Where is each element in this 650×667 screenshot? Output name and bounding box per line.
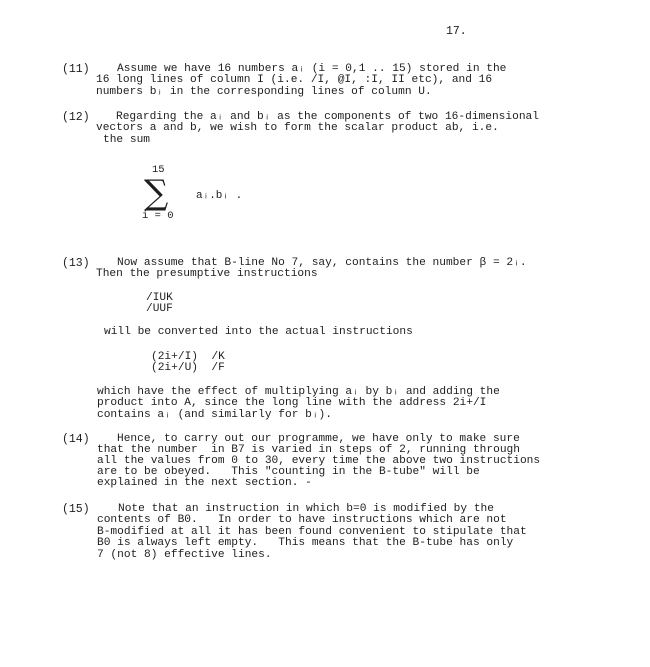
paragraph-12-line-2: vectors a and b, we wish to form the scalar product ab, i.e. <box>96 122 499 134</box>
actual-instruction-2: (2i+/U) /F <box>151 362 225 374</box>
paragraph-15-line-2: contents of B0. In order to have instructions which are not <box>97 514 507 526</box>
paragraph-15-line-4: B0 is always left empty. This means that the B-tube has only <box>97 537 514 549</box>
paragraph-number-15: (15) <box>62 503 90 516</box>
paragraph-number-14: (14) <box>62 433 90 446</box>
paragraph-11-line-1: Assume we have 16 numbers aᵢ (i = 0,1 .. 15) stored in the <box>117 63 507 75</box>
paragraph-number-11: (11) <box>62 63 90 76</box>
paragraph-15-line-3: B-modified at all it has been found convenient to stipulate that <box>97 526 527 538</box>
paragraph-14-line-1: Hence, to carry out our programme, we have only to make sure <box>117 433 520 445</box>
sigma-symbol: ∑ <box>144 173 169 213</box>
paragraph-13-closing-line-2: product into A, since the long line with the address 2i+/I <box>97 397 487 409</box>
paragraph-12-line-3: the sum <box>103 134 150 146</box>
paragraph-14-line-5: explained in the next section. - <box>97 477 312 489</box>
paragraph-15-line-1: Note that an instruction in which b=0 is modified by the <box>118 503 494 515</box>
paragraph-11-line-3: numbers bᵢ in the corresponding lines of column U. <box>96 86 432 98</box>
paragraph-13-closing-line-1: which have the effect of multiplying aᵢ by bᵢ and adding the <box>97 386 500 398</box>
summation-formula <box>140 165 260 230</box>
paragraph-14-line-3: all the values from 0 to 30, every time the above two instructions <box>97 455 541 467</box>
paragraph-11-line-2: 16 long lines of column I (i.e. /I, @I, :I, II etc), and 16 <box>96 74 493 86</box>
paragraph-13-line-2: Then the presumptive instructions <box>96 268 318 280</box>
actual-instruction-1: (2i+/I) /K <box>151 351 225 363</box>
paragraph-number-12: (12) <box>62 111 90 124</box>
presumptive-instruction-1: /IUK <box>146 292 173 304</box>
sum-upper-limit: 15 <box>152 164 165 176</box>
paragraph-13-middle-line: will be converted into the actual instructions <box>104 326 413 338</box>
paragraph-14-line-4: are to be obeyed. This "counting in the B-tube" will be <box>97 466 480 478</box>
paragraph-12-line-1: Regarding the aᵢ and bᵢ as the components of two 16-dimensional <box>116 111 539 123</box>
paragraph-number-13: (13) <box>62 257 90 270</box>
sum-lower-limit: i = 0 <box>142 210 174 222</box>
sum-term: aᵢ.bᵢ . <box>196 190 243 202</box>
paragraph-15-line-5: 7 (not 8) effective lines. <box>97 549 272 561</box>
page-number: 17. <box>446 25 467 38</box>
paragraph-14-line-2: that the number in B7 is varied in steps of 2, running through <box>97 444 520 456</box>
presumptive-instruction-2: /UUF <box>146 303 173 315</box>
paragraph-13-closing-line-3: contains aᵢ (and similarly for bᵢ). <box>97 409 332 421</box>
paragraph-13-line-1: Now assume that B-line No 7, say, contains the number β = 2ᵢ. <box>117 257 527 269</box>
